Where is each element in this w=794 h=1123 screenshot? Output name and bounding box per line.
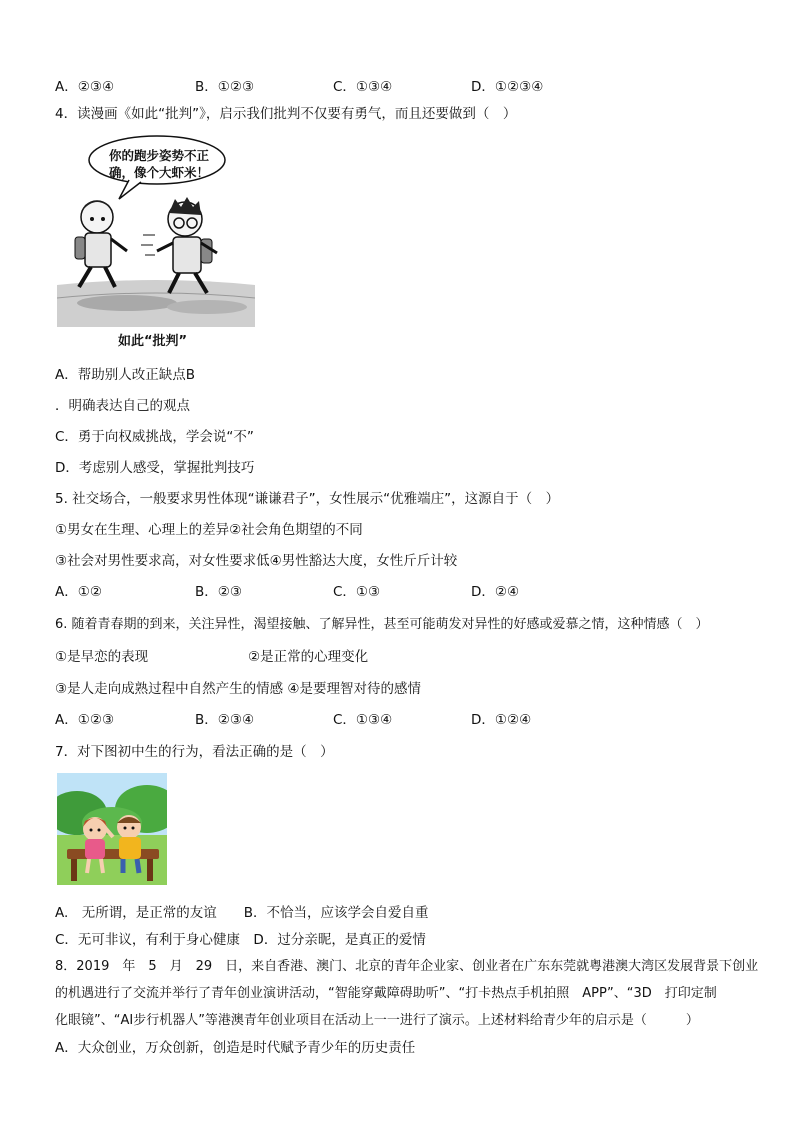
q7-stem: 7．对下图初中生的行为，看法正确的是（ ） [55, 744, 334, 760]
q3-option-c: C．①③④ [333, 79, 393, 95]
q6-option-c: C．①③④ [333, 712, 393, 728]
q3-option-d: D．①②③④ [471, 79, 544, 95]
q8-line-1: 8．2019 年 5 月 29 日，来自香港、澳门、北京的青年企业家、创业者在广东东莞就粤港澳大湾区发展背景下创业 [55, 959, 759, 974]
speech-bubble-text [107, 147, 211, 181]
q5-option-a: A．①② [55, 584, 102, 600]
q6-stem: 6. 随着青春期的到来，关注异性，渴望接触、了解异性，甚至可能萌发对异性的好感或爱慕之情，这种情感（ ） [55, 617, 709, 632]
students-photo [57, 773, 167, 885]
q4-option-d: D．考虑别人感受，掌握批判技巧 [55, 460, 255, 476]
speech-bubble-line-1: 你的跑步姿势不正 [108, 148, 209, 163]
q8-line-3: 化眼镜”、“AI步行机器人”等港澳青年创业项目在活动上一一进行了演示。上述材料给青少年的启示是（ ） [55, 1013, 699, 1028]
q5-option-b: B．②③ [195, 584, 242, 600]
q5-statements-1: ①男女在生理、心理上的差异②社会角色期望的不同 [55, 522, 363, 538]
q6-statements-3-4: ③是人走向成熟过程中自然产生的情感 ④是要理智对待的感情 [55, 681, 421, 697]
q7-options-a-b: A. 无所谓，是正常的友谊 B．不恰当，应该学会自爱自重 [55, 905, 429, 921]
q4-option-a: A．帮助别人改正缺点B [55, 367, 195, 383]
q6-statement-1: ①是早恋的表现 [55, 649, 149, 665]
q4-option-b: ．明确表达自己的观点 [55, 398, 190, 414]
comic-illustration [57, 135, 255, 327]
q5-statements-2: ③社会对男性要求高，对女性要求低④男性豁达大度，女性斤斤计较 [55, 553, 458, 569]
q3-option-a: A．②③④ [55, 79, 115, 95]
q5-option-c: C．①③ [333, 584, 381, 600]
q6-statement-2: ②是正常的心理变化 [248, 649, 369, 665]
q6-option-a: A．①②③ [55, 712, 115, 728]
q4-stem: 4．读漫画《如此“批判”》，启示我们批判不仅要有勇气，而且还要做到（ ） [55, 106, 517, 122]
students-drawing [57, 773, 167, 885]
q6-option-d: D．①②④ [471, 712, 532, 728]
comic-caption: 如此“批判” [118, 334, 188, 349]
q5-option-d: D．②④ [471, 584, 520, 600]
q6-option-b: B．②③④ [195, 712, 255, 728]
q5-stem: 5. 社交场合，一般要求男性体现“谦谦君子”，女性展示“优雅端庄”，这源自于（ ） [55, 491, 560, 507]
q7-options-c-d: C．无可非议，有利于身心健康 D．过分亲昵，是真正的爱情 [55, 932, 426, 948]
q4-option-c: C．勇于向权威挑战，学会说“不” [55, 429, 254, 445]
q8-line-2: 的机遇进行了交流并举行了青年创业演讲活动，“智能穿戴障碍助听”、“打卡热点手机拍照 APP”、“3D 打印定制 [55, 986, 717, 1001]
q3-option-b: B．①②③ [195, 79, 255, 95]
speech-bubble-line-2: 确，像个大虾米！ [108, 165, 209, 180]
q8-option-a: A．大众创业，万众创新，创造是时代赋予青少年的历史责任 [55, 1040, 416, 1056]
